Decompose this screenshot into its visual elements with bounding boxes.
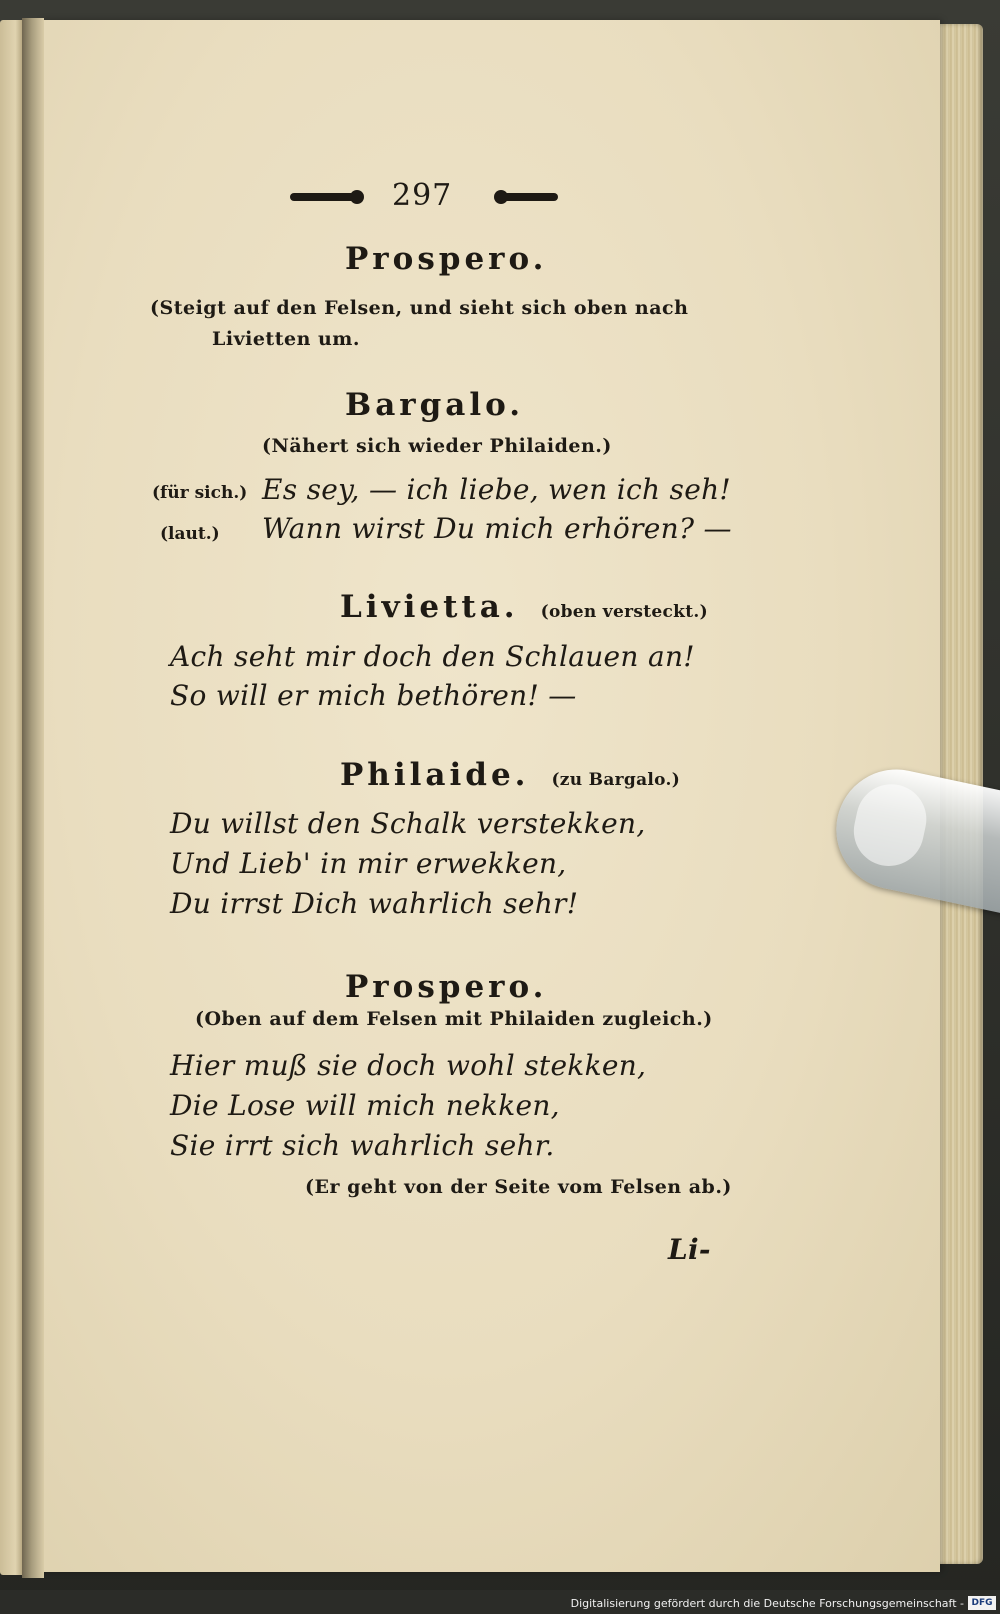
- page-header: [290, 178, 560, 218]
- speaker-heading: [340, 589, 708, 625]
- stage-direction: (Steigt auf den Felsen, und sieht sich oben nach: [150, 297, 689, 319]
- catchword: Li-: [668, 1233, 711, 1266]
- stage-direction: (Nähert sich wieder Philaiden.): [262, 435, 612, 457]
- dfg-logo: DFG: [968, 1596, 996, 1610]
- speaker-name: Prospero.: [345, 241, 548, 277]
- aside-direction: (laut.): [160, 524, 220, 544]
- verse-line: Ach seht mir doch den Schlauen an!: [170, 640, 695, 673]
- footer-credit: Digitalisierung gefördert durch die Deutsche Forschungsgemeinschaft -: [570, 1597, 964, 1610]
- verse-line: Du willst den Schalk verstekken,: [170, 807, 646, 840]
- stage-direction: (Er geht von der Seite vom Felsen ab.): [305, 1176, 732, 1198]
- verse-line: Und Lieb' in mir erwekken,: [170, 847, 567, 880]
- stage-direction: Livietten um.: [212, 328, 361, 350]
- verse-line: So will er mich bethören! —: [170, 679, 577, 712]
- verse-line: Hier muß sie doch wohl stekken,: [170, 1049, 647, 1082]
- verse-line: Es sey, — ich liebe, wen ich seh!: [262, 473, 731, 506]
- speaker-name: Prospero.: [345, 969, 548, 1005]
- speaker-name: Livietta.: [340, 589, 519, 625]
- verse-line: Du irrst Dich wahrlich sehr!: [170, 887, 579, 920]
- verse-line: Wann wirst Du mich erhören? —: [262, 512, 732, 545]
- aside-direction: (für sich.): [152, 483, 248, 503]
- speaker-heading: [340, 757, 681, 793]
- verse-line: Die Lose will mich nekken,: [170, 1089, 560, 1122]
- stage-direction: (zu Bargalo.): [551, 770, 681, 790]
- speaker-name: Bargalo.: [345, 387, 525, 423]
- speaker-name: Philaide.: [340, 757, 530, 793]
- page-number: 297: [392, 178, 453, 213]
- ornament-left: [290, 193, 360, 201]
- verse-line: Sie irrt sich wahrlich sehr.: [170, 1129, 555, 1162]
- stage-direction: (oben versteckt.): [540, 602, 708, 622]
- stage-direction: (Oben auf dem Felsen mit Philaiden zugleich.): [195, 1008, 713, 1030]
- ornament-right: [498, 193, 558, 201]
